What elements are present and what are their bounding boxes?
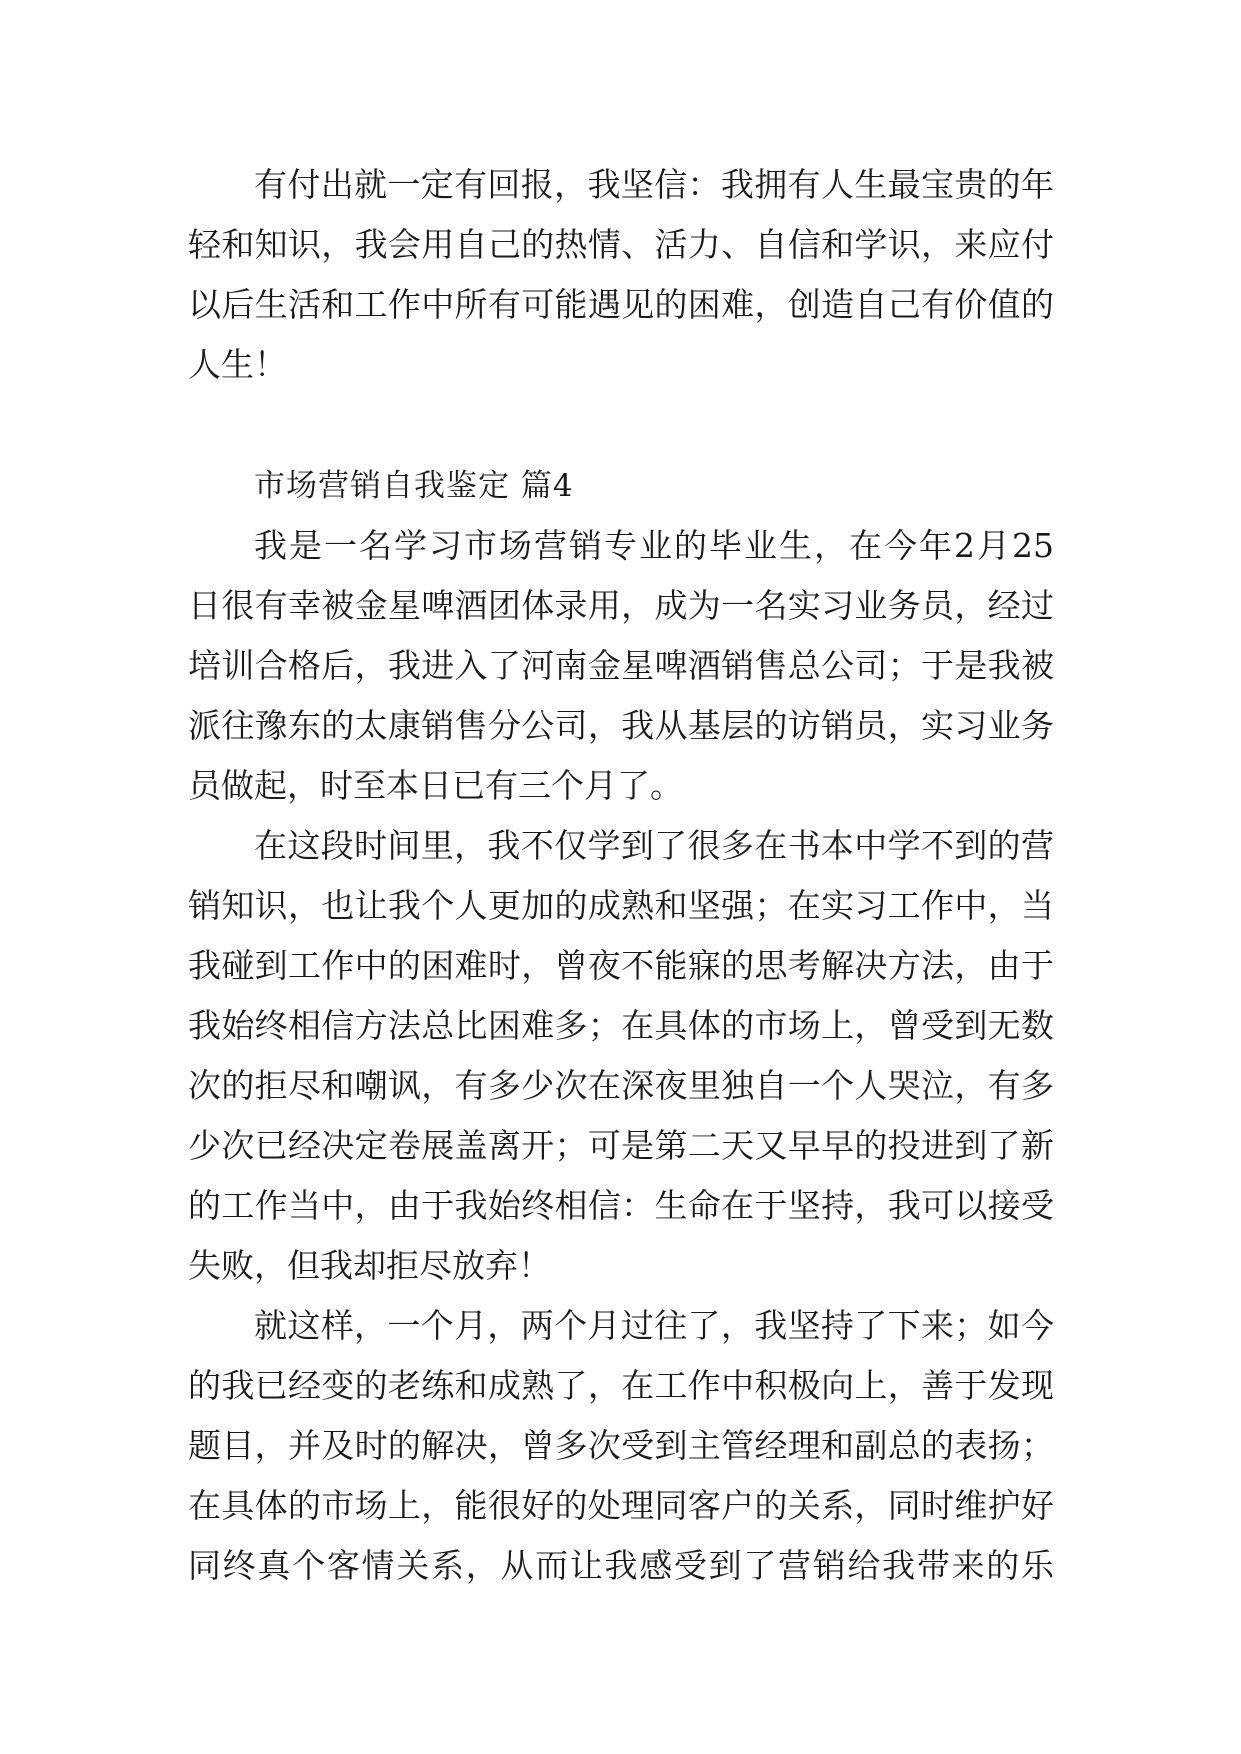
para2-line-1: 我是一名学习市场营销专业的毕业生，在今年2月25 — [254, 526, 1054, 565]
para4-line-5: 同终真个客情关系，从而让我感受到了营销给我带来的乐 — [188, 1546, 1054, 1585]
para4-line-1: 就这样，一个月，两个月过往了，我坚持了下来；如今 — [254, 1306, 1054, 1345]
para4-line-3: 题目，并及时的解决，曾多次受到主管经理和副总的表扬； — [188, 1426, 1054, 1465]
para3-line-4: 我始终相信方法总比困难多；在具体的市场上，曾受到无数 — [188, 1006, 1054, 1045]
para4-line-2: 的我已经变的老练和成熟了，在工作中积极向上，善于发现 — [188, 1366, 1054, 1405]
para3-line-2: 销知识，也让我个人更加的成熟和坚强；在实习工作中，当 — [188, 886, 1054, 925]
para4-line-4: 在具体的市场上，能很好的处理同客户的关系，同时维护好 — [188, 1486, 1054, 1525]
para3-line-8: 失败，但我却拒尽放弃！ — [188, 1246, 551, 1285]
para1-line-3: 以后生活和工作中所有可能遇见的困难，创造自己有价值的 — [188, 285, 1054, 324]
para1-line-2: 轻和知识，我会用自己的热情、活力、自信和学识，来应付 — [188, 225, 1054, 264]
para1-line-1: 有付出就一定有回报，我坚信：我拥有人生最宝贵的年 — [254, 165, 1054, 204]
para3-line-1: 在这段时间里，我不仅学到了很多在书本中学不到的营 — [254, 826, 1054, 865]
para3-line-7: 的工作当中，由于我始终相信：生命在于坚持，我可以接受 — [188, 1186, 1054, 1225]
para2-line-2: 日很有幸被金星啤酒团体录用，成为一名实习业务员，经过 — [188, 586, 1054, 625]
para2-line-5: 员做起，时至本日已有三个月了。 — [188, 766, 683, 805]
para3-line-6: 少次已经决定卷展盖离开；可是第二天又早早的投进到了新 — [188, 1126, 1054, 1165]
para3-line-3: 我碰到工作中的困难时，曾夜不能寐的思考解决方法，由于 — [188, 946, 1054, 985]
section-heading: 市场营销自我鉴定 篇4 — [254, 468, 574, 504]
para3-line-5: 次的拒尽和嘲讽，有多少次在深夜里独自一个人哭泣，有多 — [188, 1066, 1054, 1105]
para2-line-3: 培训合格后，我进入了河南金星啤酒销售总公司；于是我被 — [188, 646, 1054, 685]
para2-line-4: 派往豫东的太康销售分公司，我从基层的访销员，实习业务 — [188, 706, 1054, 745]
para1-line-4: 人生！ — [188, 345, 287, 384]
